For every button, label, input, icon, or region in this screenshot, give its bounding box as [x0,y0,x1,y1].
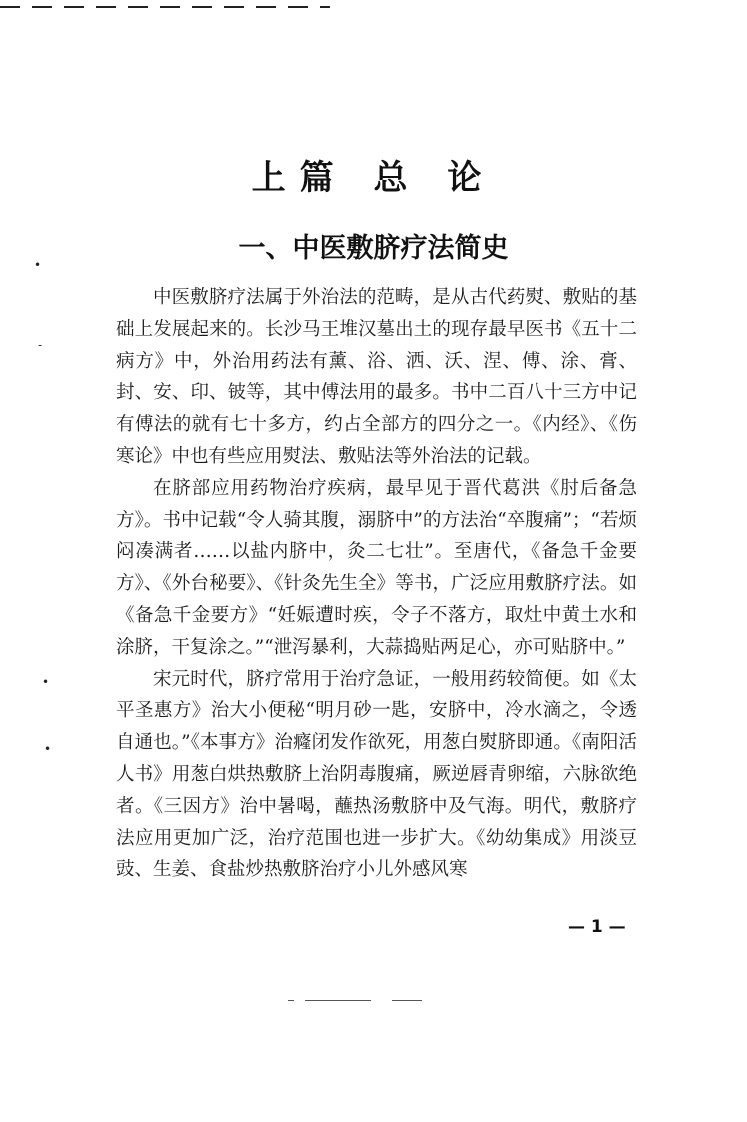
margin-mark: • [34,258,42,272]
part-title: 上篇 总 论 [251,158,496,198]
bottom-dash [288,1000,294,1001]
section-title: 一、中医敷脐疗法简史 [238,233,509,264]
paragraph-3: 宋元时代，脐疗常用于治疗急证，一般用药较简便。如《太平圣惠方》治大小便秘“明月砂一匙，安脐中，冷水滴之，令透自通也。”《本事方》治癃闭发作欲死，用葱白熨脐即通。《南阳活人书》用葱白烘热敷脐上治阴毒腹痛，厥逆唇青卵缩，六脉欲绝者。《三因方》治中暑喝，蘸热汤敷脐中及气海。明代，敷脐疗法应用更加广泛，治疗范围也进一步扩大。《幼幼集成》用淡豆豉、生姜、食盐炒热敷脐治疗小儿外感风寒 [116,668,637,881]
top-dash-rule [0,6,330,8]
margin-mark: • [42,675,50,689]
page-number: — 1 — [568,917,626,937]
bottom-dash [305,1000,371,1001]
margin-mark: - [38,338,43,352]
paragraph-2: 在脐部应用药物治疗疾病，最早见于晋代葛洪《肘后备急方》。书中记载“令人骑其腹，溺脐中”的方法治“卒腹痛”；“若烦闷凑满者……以盐内脐中，灸二七壮”。至唐代，《备急千金要方》、《外台秘要》、《针灸先生全》等书，广泛应用敷脐疗法。如《备急千金要方》“妊娠遭时疾，令子不落方，取灶中黄土水和涂脐，干复涂之。”“泄泻暴利，大蒜捣贴两足心，亦可贴脐中。” [116,477,637,658]
margin-mark: • [44,742,52,756]
paragraph-1: 中医敷脐疗法属于外治法的范畴，是从古代药熨、敷贴的基础上发展起来的。长沙马王堆汉墓出土的现存最早医书《五十二病方》中，外治用药法有薰、浴、洒、沃、涅、傅、涂、膏、封、安、印、铍等，其中傅法用的最多。书中二百八十三方中记有傅法的就有七十多方，约占全部方的四分之一。《内经》、《伤寒论》中也有些应用熨法、敷贴法等外治法的记载。 [116,287,637,467]
body-text [116,282,637,886]
bottom-dash [392,1000,422,1001]
